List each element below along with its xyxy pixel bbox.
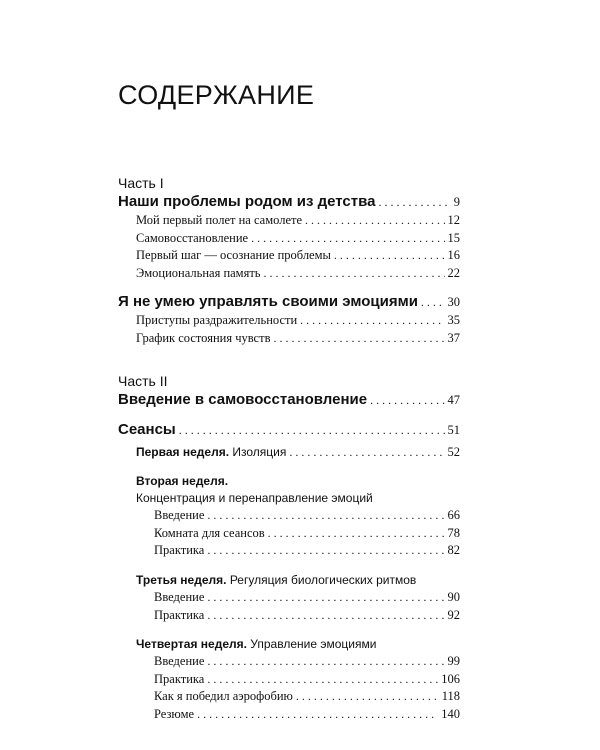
page-number: 78 bbox=[447, 525, 460, 540]
page-number: 15 bbox=[447, 230, 460, 245]
leader-dots bbox=[207, 607, 444, 625]
leader-dots bbox=[207, 653, 444, 671]
toc-entry[interactable] bbox=[118, 653, 460, 671]
page-number: 140 bbox=[441, 706, 460, 721]
page-number: 52 bbox=[447, 444, 460, 459]
page-number: 118 bbox=[441, 689, 460, 704]
entry-title: График состояния чувств bbox=[136, 330, 271, 345]
entry-title: Эмоциональная память bbox=[136, 265, 261, 280]
leader-dots bbox=[197, 706, 438, 724]
page-number: 47 bbox=[447, 392, 460, 407]
part-1-label: Часть I bbox=[118, 175, 164, 191]
toc-entry[interactable] bbox=[118, 607, 460, 625]
page-number: 9 bbox=[453, 195, 460, 209]
page-number: 51 bbox=[447, 422, 460, 437]
entry-title: Самовосстановление bbox=[136, 230, 249, 245]
week-4-heading bbox=[118, 636, 460, 653]
chapter-4-title: Сеансы bbox=[118, 420, 176, 438]
leader-dots bbox=[264, 265, 445, 283]
page-number: 35 bbox=[447, 313, 460, 328]
toc-entry[interactable] bbox=[118, 212, 460, 230]
page-number: 22 bbox=[447, 265, 460, 280]
leader-dots bbox=[370, 390, 444, 410]
entry-title: Как я победил аэрофобию bbox=[154, 689, 293, 704]
entry-title: Практика bbox=[154, 607, 205, 622]
leader-dots bbox=[296, 688, 439, 706]
page-number: 99 bbox=[447, 654, 460, 669]
chapter-3-title: Введение в самовосстановление bbox=[118, 390, 368, 408]
page-number: 30 bbox=[447, 295, 460, 310]
week-1-entry[interactable] bbox=[118, 444, 460, 462]
toc-entry[interactable] bbox=[118, 265, 460, 283]
entry-title: Мой первый полет на самолете bbox=[136, 213, 303, 227]
leader-dots bbox=[207, 589, 444, 607]
week-3-heading bbox=[118, 572, 460, 589]
leader-dots bbox=[207, 671, 438, 689]
chapter-4-entry[interactable] bbox=[118, 420, 460, 440]
leader-dots bbox=[207, 507, 444, 525]
entry-title: Введение bbox=[154, 654, 205, 669]
leader-dots bbox=[179, 420, 445, 440]
table-of-contents bbox=[118, 174, 460, 724]
chapter-1-title: Наши проблемы родом из детства bbox=[118, 193, 376, 210]
leader-dots bbox=[378, 192, 450, 212]
toc-entry[interactable] bbox=[118, 525, 460, 543]
entry-title: Введение bbox=[154, 589, 205, 604]
week-4-topic: Управление эмоциями bbox=[246, 637, 377, 652]
page-number: 106 bbox=[441, 671, 460, 686]
entry-title bbox=[136, 444, 286, 462]
leader-dots bbox=[289, 444, 444, 462]
toc-entry[interactable] bbox=[118, 507, 460, 525]
toc-entry[interactable] bbox=[118, 671, 460, 689]
toc-entry[interactable] bbox=[118, 706, 460, 724]
leader-dots bbox=[300, 312, 444, 330]
entry-title: Введение bbox=[154, 508, 205, 523]
chapter-1-entry[interactable] bbox=[118, 192, 460, 212]
leader-dots bbox=[268, 525, 445, 543]
part-2-label: Часть II bbox=[118, 372, 168, 389]
week-3-topic: Регуляция биологических ритмов bbox=[226, 572, 417, 587]
week-1-label: Первая неделя. bbox=[136, 444, 230, 459]
chapter-2-entry[interactable] bbox=[118, 292, 460, 312]
toc-entry[interactable] bbox=[118, 230, 460, 248]
entry-title: Практика bbox=[154, 671, 205, 686]
week-1-topic: Изоляция bbox=[229, 444, 287, 459]
page-number: 16 bbox=[447, 248, 460, 263]
leader-dots bbox=[207, 542, 444, 560]
page-number: 12 bbox=[447, 213, 460, 227]
week-3-label: Третья неделя. bbox=[136, 572, 227, 587]
chapter-2-title: Я не умею управлять своими эмоциями bbox=[118, 293, 418, 311]
leader-dots bbox=[305, 212, 444, 230]
toc-entry[interactable] bbox=[118, 247, 460, 265]
leader-dots bbox=[251, 230, 444, 248]
entry-title: Практика bbox=[154, 543, 205, 558]
toc-entry[interactable] bbox=[118, 688, 460, 706]
entry-title: Комната для сеансов bbox=[154, 525, 265, 540]
page-number: 37 bbox=[447, 330, 460, 345]
entry-title: Приступы раздражительности bbox=[136, 313, 298, 328]
page-number: 66 bbox=[447, 508, 460, 523]
leader-dots bbox=[421, 292, 445, 312]
week-2-topic: Концентрация и перенаправление эмоций bbox=[136, 491, 373, 506]
toc-entry[interactable] bbox=[118, 542, 460, 560]
leader-dots bbox=[273, 330, 444, 348]
entry-title: Резюме bbox=[154, 706, 195, 721]
page-number: 90 bbox=[447, 589, 460, 604]
chapter-3-entry[interactable] bbox=[118, 390, 460, 410]
toc-entry[interactable] bbox=[118, 589, 460, 607]
toc-entry[interactable] bbox=[118, 312, 460, 330]
toc-entry[interactable] bbox=[118, 330, 460, 348]
page-title: СОДЕРЖАНИЕ bbox=[118, 80, 315, 110]
week-2-label: Вторая неделя. bbox=[136, 474, 229, 489]
entry-title: Первый шаг — осознание проблемы bbox=[136, 248, 331, 263]
page-number: 82 bbox=[447, 543, 460, 558]
leader-dots bbox=[334, 247, 445, 265]
page-number: 92 bbox=[447, 607, 460, 622]
week-4-label: Четвертая неделя. bbox=[136, 637, 247, 652]
